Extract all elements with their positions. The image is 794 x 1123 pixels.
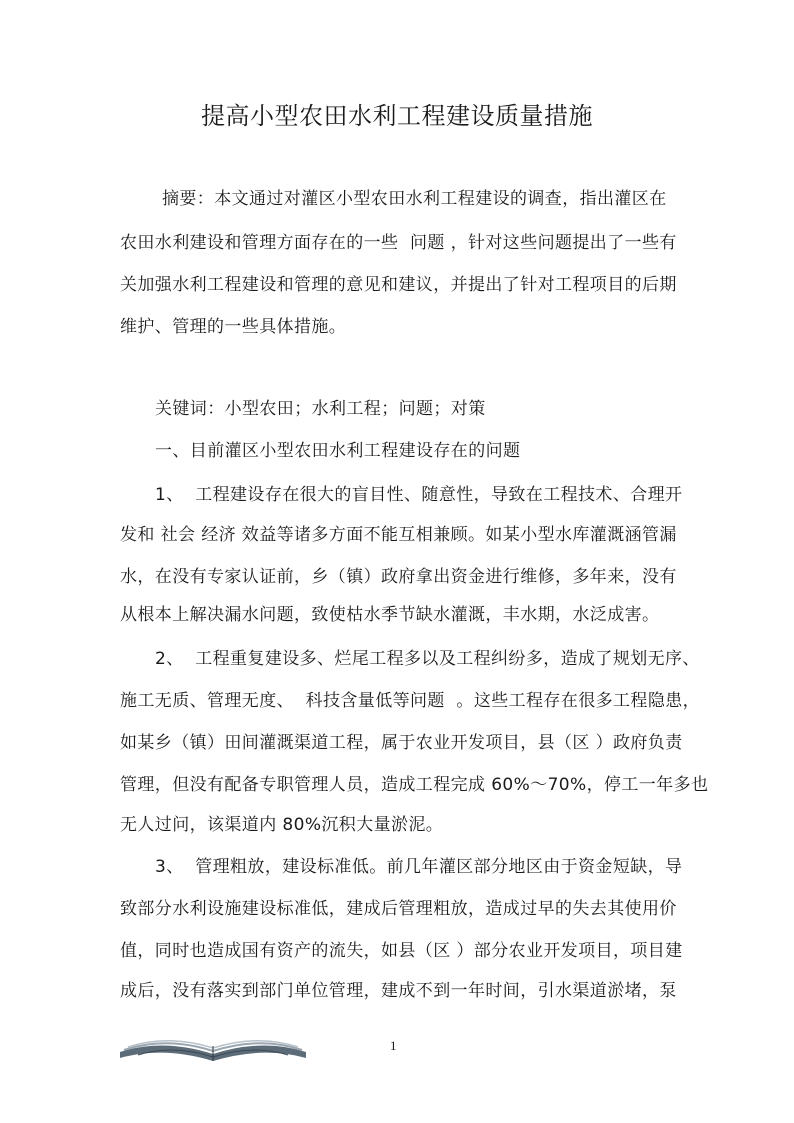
abstract-line-4: 维护、管理的一些具体措施。 <box>120 317 347 337</box>
paragraph-line: 无人过问，该渠道内 80%沉积大量淤泥。 <box>120 815 444 835</box>
abstract-line-3: 关加强水利工程建设和管理的意见和建议，并提出了针对工程项目的后期 <box>120 275 677 295</box>
document-title: 提高小型农田水利工程建设质量措施 <box>201 102 593 130</box>
paragraph-line: 1、 工程建设存在很大的盲目性、随意性，导致在工程技术、合理开 <box>155 485 683 505</box>
paragraph-line: 管理，但没有配备专职管理人员，造成工程完成 60%～70%，停工一年多也 <box>120 775 709 795</box>
abstract-line-2: 农田水利建设和管理方面存在的一些 问题 ，针对这些问题提出了一些有 <box>120 233 677 253</box>
paragraph-line: 如某乡（镇）田间灌溉渠道工程，属于农业开发项目，县（区 ）政府负责 <box>120 733 683 753</box>
paragraph-line: 致部分水利设施建设标准低，建成后管理粗放，造成过早的失去其使用价 <box>120 899 677 919</box>
keywords-line: 关键词：小型农田；水利工程；问题；对策 <box>155 399 486 419</box>
paragraph-line: 施工无质、管理无度、 科技含量低等问题 。这些工程存在很多工程隐患， <box>120 691 701 711</box>
page-number: 1 <box>390 1038 397 1053</box>
paragraph-line: 发和 社会 经济 效益等诸多方面不能互相兼顾。如某小型水库灌溉涵管漏 <box>120 525 677 545</box>
paragraph-line: 水，在没有专家认证前，乡（镇）政府拿出资金进行维修，多年来，没有 <box>120 567 677 587</box>
paragraph-line: 从根本上解决漏水问题，致使枯水季节缺水灌溉，丰水期，水泛成害。 <box>120 605 660 625</box>
paragraph-line: 值，同时也造成国有资产的流失，如县（区 ）部分农业开发项目，项目建 <box>120 941 683 961</box>
paragraph-line: 2、 工程重复建设多、烂尾工程多以及工程纠纷多，造成了规划无序、 <box>155 649 700 669</box>
open-book-icon <box>118 1030 308 1064</box>
paragraph-line: 成后，没有落实到部门单位管理，建成不到一年时间，引水渠道淤堵，泵 <box>120 981 677 1001</box>
abstract-line-1: 摘要：本文通过对灌区小型农田水利工程建设的调查，指出灌区在 <box>162 189 667 209</box>
section-heading: 一、目前灌区小型农田水利工程建设存在的问题 <box>155 441 521 461</box>
paragraph-line: 3、 管理粗放，建设标准低。前几年灌区部分地区由于资金短缺，导 <box>155 857 683 877</box>
